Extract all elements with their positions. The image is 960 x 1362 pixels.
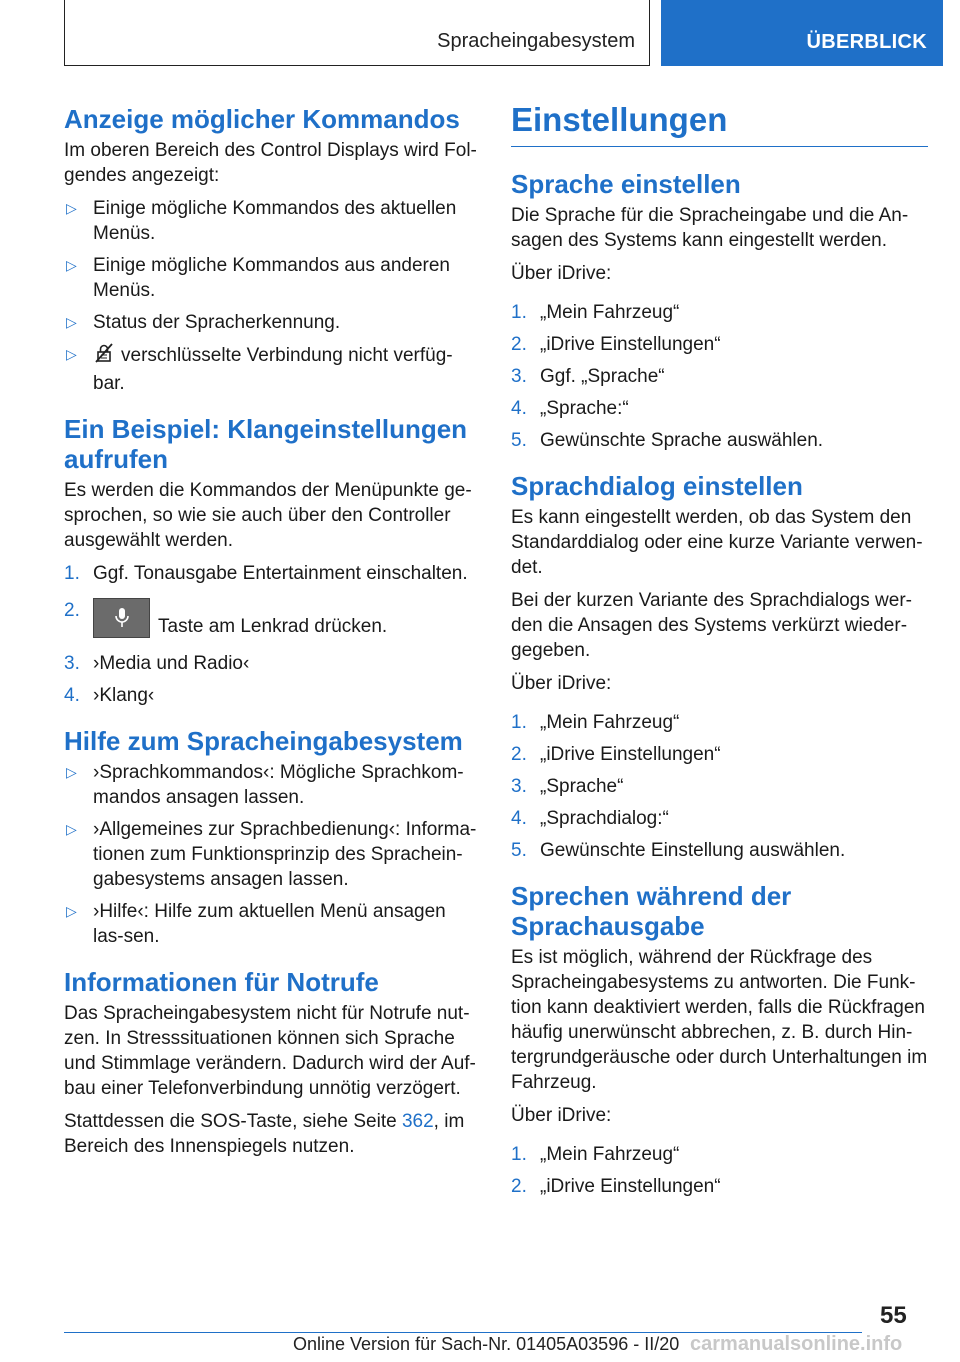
- heading-notrufe: Informationen für Notrufe: [64, 967, 379, 997]
- sprachdialog-p1: Es kann eingestellt werden, ob das System den Standarddialog oder eine kurze Variante verwen-det.: [511, 507, 923, 578]
- heading-einstellungen: Einstellungen: [511, 100, 928, 147]
- sprache-intro: Die Sprache für die Spracheingabe und die An-sagen des Systems kann eingestellt werden.: [511, 205, 909, 251]
- triangle-right-icon: ▷: [66, 346, 77, 362]
- heading-hilfe: Hilfe zum Spracheingabesystem: [64, 726, 463, 756]
- header-chapter-tab: [661, 0, 943, 66]
- beispiel-intro: Es werden die Kommandos der Menüpunkte ge-sprochen, so wie sie auch über den Controller ausgewählt werden.: [64, 480, 472, 551]
- triangle-right-icon: ▷: [66, 200, 77, 216]
- sprechen-paragraph: Es ist möglich, während der Rückfrage des Spracheingabesystems zu antworten. Die Funk-tion kann deaktiviert werden, falls die Rückfragen häufig unerwünscht abbrechen, z. B. durch Hin-tergrundgeräusche oder durch Unterhaltungen im Fahrzeug.: [511, 947, 928, 1093]
- sprache-via: Über iDrive:: [511, 263, 612, 284]
- list-item: 1. „Mein Fahrzeug“: [511, 1144, 680, 1165]
- sprachdialog-p2: Bei der kurzen Variante des Sprachdialogs wer-den die Ansagen des Systems verkürzt wieder-gegeben.: [511, 590, 912, 661]
- heading-sprachdialog: Sprachdialog einstellen: [511, 471, 803, 501]
- triangle-right-icon: ▷: [66, 903, 77, 919]
- footer-version: Online Version für Sach-Nr. 01405A03596 - II/20: [293, 1334, 680, 1354]
- triangle-right-icon: ▷: [66, 257, 77, 273]
- heading-anzeige: Anzeige möglicher Kommandos: [64, 104, 460, 134]
- left-column: [64, 100, 478, 1167]
- hilfe-list: [64, 760, 478, 949]
- heading-sprache-einstellen: Sprache einstellen: [511, 169, 741, 199]
- crossed-out-lock-icon: [93, 342, 115, 371]
- list-item: 5. Gewünschte Einstellung auswählen.: [511, 840, 846, 861]
- notrufe-sos-paragraph: Stattdessen die SOS-Taste, siehe Seite 362, im Bereich des Innenspiegels nutzen.: [64, 1111, 465, 1157]
- list-item: ▷ ›Sprachkommandos‹: Mögliche Sprachkom-mandos ansagen lassen.: [66, 762, 464, 808]
- anzeige-list: [64, 196, 478, 396]
- triangle-right-icon: ▷: [66, 314, 77, 330]
- list-item: 2. „iDrive Einstellungen“: [511, 334, 721, 355]
- header-chapter-label: ÜBERBLICK: [806, 31, 927, 53]
- heading-beispiel: Ein Beispiel: Klangeinstellungen aufrufen: [64, 414, 468, 474]
- sprechen-via: Über iDrive:: [511, 1105, 612, 1126]
- page-link-362[interactable]: 362: [401, 1111, 434, 1132]
- list-item: ▷ ›Allgemeines zur Sprachbedienung‹: Informa-tionen zum Funktionsprinzip des Sprachein-gabesystems ansagen lassen.: [66, 819, 477, 890]
- list-item: ▷ ›Hilfe‹: Hilfe zum aktuellen Menü ansagen las-sen.: [66, 901, 446, 947]
- watermark: carmanualsonline.info: [690, 1333, 903, 1355]
- list-item: 4. „Sprachdialog:“: [511, 808, 669, 829]
- list-item: 4. „Sprache:“: [511, 398, 629, 419]
- microphone-icon: [93, 598, 150, 638]
- header-section-box: [64, 0, 650, 66]
- heading-sprechen: Sprechen während der Sprachausgabe: [511, 881, 792, 941]
- list-item: 5. Gewünschte Sprache auswählen.: [511, 430, 824, 451]
- list-item: 4. ›Klang‹: [64, 685, 155, 706]
- anzeige-intro: Im oberen Bereich des Control Displays wird Fol-gendes angezeigt:: [64, 140, 477, 186]
- right-column: [511, 100, 928, 1206]
- list-item: 1. „Mein Fahrzeug“: [511, 302, 680, 323]
- notrufe-paragraph: Das Spracheingabesystem nicht für Notrufe nut-zen. In Stresssituationen können sich Sprache und Stimmlage verändern. Dadurch wird der Auf-bau einer Telefonverbindung unnötig verzögert.: [64, 1003, 476, 1099]
- list-item: ▷ Einige mögliche Kommandos des aktuellen Menüs.: [66, 198, 457, 244]
- list-item: 3. Ggf. „Sprache“: [511, 366, 665, 387]
- list-item: 2. „iDrive Einstellungen“: [511, 744, 721, 765]
- list-item: ▷ Einige mögliche Kommandos aus anderen Menüs.: [66, 255, 450, 301]
- beispiel-steps: [64, 561, 478, 708]
- list-item: 3. ›Media und Radio‹: [64, 653, 250, 674]
- list-item: ▷ verschlüsselte Verbindung nicht verfüg-bar.: [64, 342, 478, 396]
- sprachdialog-via: Über iDrive:: [511, 673, 612, 694]
- list-item: 1. Ggf. Tonausgabe Entertainment einschalten.: [64, 563, 468, 584]
- list-item: 3. „Sprache“: [511, 776, 624, 797]
- header-section-title: Spracheingabesystem: [437, 30, 635, 52]
- list-item: 2. „iDrive Einstellungen“: [511, 1176, 721, 1197]
- list-item: 2. Taste am Lenkrad drücken.: [64, 600, 388, 637]
- sprache-steps: [511, 300, 928, 453]
- sprachdialog-steps: [511, 710, 928, 863]
- triangle-right-icon: ▷: [66, 821, 77, 837]
- page-number: 55: [880, 1302, 907, 1329]
- sprechen-steps: [511, 1142, 928, 1199]
- list-item: 1. „Mein Fahrzeug“: [511, 712, 680, 733]
- triangle-right-icon: ▷: [66, 764, 77, 780]
- list-item: ▷ Status der Spracherkennung.: [66, 312, 341, 333]
